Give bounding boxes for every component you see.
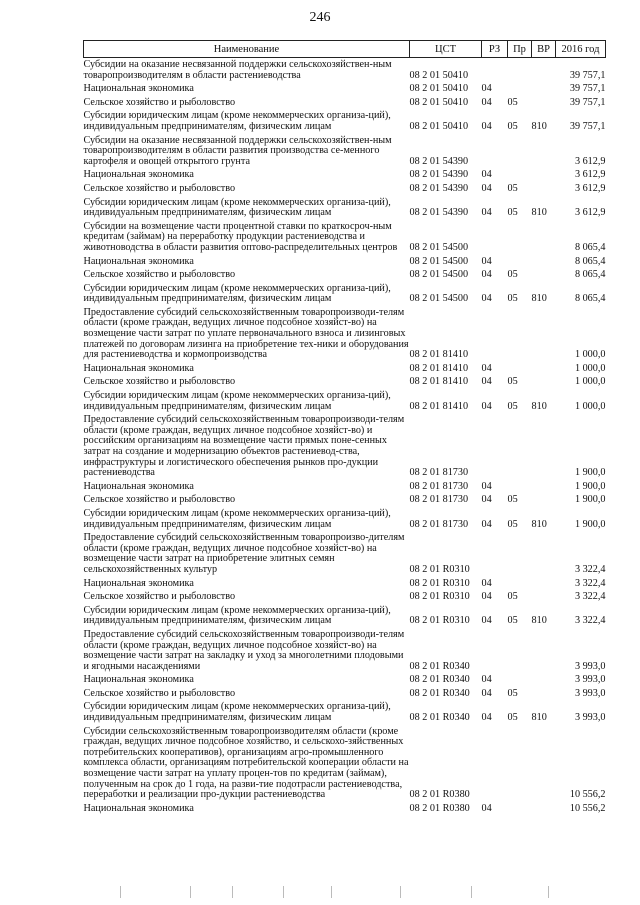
- header-amount: 2016 год: [556, 41, 606, 58]
- row-amount: 1 000,0: [574, 362, 606, 374]
- row-amount: 1 000,0: [574, 400, 606, 412]
- row-name: Субсидии юридическим лицам (кроме некоммерческих организа-ций), индивидуальным предпринимателям, физическим лицам: [83, 701, 391, 724]
- row-amount: 3 993,0: [574, 712, 606, 724]
- row-pr: [508, 531, 532, 576]
- row-pr: 05: [507, 400, 518, 412]
- row-cst: 08 2 01 54390: [409, 182, 469, 194]
- row-vr: 810: [531, 518, 547, 530]
- table-row: [84, 255, 606, 269]
- row-cst: 08 2 01 R0310: [409, 577, 470, 589]
- row-vr: 810: [531, 293, 547, 305]
- row-cst: 08 2 01 R0310: [409, 615, 470, 627]
- row-amount: 10 556,2: [569, 789, 606, 801]
- table-row: [84, 389, 606, 413]
- header-cst: ЦСТ: [410, 41, 482, 58]
- row-cst: 08 2 01 R0310: [409, 563, 470, 575]
- row-cst: 08 2 01 R0340: [409, 674, 470, 686]
- row-cst: 08 2 01 54390: [409, 169, 469, 181]
- row-cst: 08 2 01 54500: [409, 269, 469, 281]
- row-rz: 04: [481, 494, 492, 506]
- row-pr: 05: [507, 687, 518, 699]
- row-name: Предоставление субсидий сельскохозяйственным товаропроизводи-телям области (кроме граждан, ведущих личное подсобное хозяйст-во) на возмещение части затрат на закладку и уход за многолетними плодовыми и ягодными насаждениями: [83, 628, 405, 672]
- table-row: [84, 802, 606, 816]
- table-row: [84, 700, 606, 724]
- row-name: Предоставление субсидий сельскохозяйственным товаропроизводи-телям области (кроме граждан, ведущих личное подсобное хозяйст-во) и российским организациям на возмещение части прямых поне-сенных затрат на создание и модернизацию объектов растениевод-ства, инфраструктуры и логистического обеспечения рынков про-дукции растениеводства: [83, 414, 405, 479]
- row-pr: [508, 134, 532, 169]
- row-name: Субсидии юридическим лицам (кроме некоммерческих организа-ций), индивидуальным предпринимателям, физическим лицам: [83, 507, 391, 530]
- row-vr: 810: [531, 615, 547, 627]
- row-name: Национальная экономика: [83, 674, 194, 686]
- row-rz: 04: [481, 255, 492, 267]
- row-name: Предоставление субсидий сельскохозяйственным товаропроизводи-телям области (кроме граждан, ведущих личное подсобное хозяйст-во) на возмещение части затрат по уплате первоначального взноса и лизинговых платежей по договорам лизинга на приобретение тех-ники и оборудования для растениеводства и кормопроизводства: [83, 306, 409, 361]
- row-cst: 08 2 01 81410: [409, 349, 469, 361]
- row-vr: [532, 590, 556, 604]
- row-rz: [482, 725, 508, 802]
- header-rz: РЗ: [482, 41, 508, 58]
- row-pr: [508, 58, 532, 83]
- row-vr: [532, 628, 556, 673]
- row-cst: 08 2 01 50410: [409, 83, 469, 95]
- row-name: Сельское хозяйство и рыболовство: [83, 269, 236, 281]
- row-cst: 08 2 01 R0380: [409, 802, 470, 814]
- row-cst: 08 2 01 81410: [409, 376, 469, 388]
- row-rz: [482, 220, 508, 255]
- row-vr: 810: [531, 120, 547, 132]
- row-cst: 08 2 01 50410: [409, 120, 469, 132]
- row-rz: [482, 628, 508, 673]
- row-pr: 05: [507, 120, 518, 132]
- row-vr: [532, 82, 556, 96]
- row-rz: 04: [481, 293, 492, 305]
- row-rz: 04: [481, 591, 492, 603]
- row-cst: 08 2 01 81410: [409, 400, 469, 412]
- table-row: [84, 590, 606, 604]
- row-rz: 04: [481, 120, 492, 132]
- row-amount: 3 993,0: [574, 687, 606, 699]
- row-name: Субсидии на оказание несвязанной поддержки сельскохозяйствен-ным товаропроизводителям в области растениеводства: [83, 59, 392, 81]
- row-pr: [508, 802, 532, 816]
- row-vr: [532, 268, 556, 282]
- row-name: Субсидии юридическим лицам (кроме некоммерческих организа-ций), индивидуальным предпринимателям, физическим лицам: [83, 390, 391, 412]
- row-vr: [532, 725, 556, 802]
- row-name: Субсидии юридическим лицам (кроме некоммерческих организа-ций), индивидуальным предпринимателям, физическим лицам: [83, 110, 391, 132]
- row-rz: 04: [481, 96, 492, 108]
- row-vr: [532, 413, 556, 480]
- row-vr: [532, 687, 556, 701]
- row-cst: 08 2 01 R0340: [409, 712, 470, 724]
- row-vr: [532, 168, 556, 182]
- table-row: [84, 577, 606, 591]
- table-row: [84, 531, 606, 576]
- table-row: [84, 604, 606, 628]
- row-amount: 39 757,1: [569, 69, 606, 81]
- table-row: [84, 628, 606, 673]
- row-amount: 1 000,0: [574, 376, 606, 388]
- row-name: Сельское хозяйство и рыболовство: [83, 182, 236, 194]
- row-cst: 08 2 01 54390: [409, 155, 469, 167]
- row-amount: 3 612,9: [574, 182, 606, 194]
- table-row: [84, 413, 606, 480]
- row-rz: 04: [481, 480, 492, 492]
- header-vr: ВР: [532, 41, 556, 58]
- row-amount: 3 612,9: [574, 207, 606, 219]
- row-vr: [532, 96, 556, 110]
- row-vr: [532, 802, 556, 816]
- table-row: [84, 182, 606, 196]
- row-vr: 810: [531, 400, 547, 412]
- row-name: Сельское хозяйство и рыболовство: [83, 376, 236, 388]
- row-rz: 04: [481, 207, 492, 219]
- row-amount: 3 322,4: [574, 563, 606, 575]
- row-pr: [508, 255, 532, 269]
- row-rz: 04: [481, 182, 492, 194]
- row-amount: 3 322,4: [574, 577, 606, 589]
- row-name: Национальная экономика: [83, 802, 194, 814]
- row-pr: 05: [507, 269, 518, 281]
- row-cst: 08 2 01 54390: [409, 207, 469, 219]
- row-cst: 08 2 01 R0340: [409, 660, 470, 672]
- row-vr: [532, 375, 556, 389]
- table-row: [84, 673, 606, 687]
- row-rz: [482, 58, 508, 83]
- row-rz: 04: [481, 362, 492, 374]
- row-rz: 04: [481, 802, 492, 814]
- table-row: [84, 493, 606, 507]
- table-row: [84, 362, 606, 376]
- row-name: Сельское хозяйство и рыболовство: [83, 687, 236, 699]
- row-amount: 3 993,0: [574, 674, 606, 686]
- row-pr: [508, 306, 532, 362]
- row-name: Субсидии на оказание несвязанной поддержки сельскохозяйствен-ным товаропроизводителям в области развития производства се-менного картофеля и овощей открытого грунта: [83, 134, 392, 167]
- row-cst: 08 2 01 50410: [409, 96, 469, 108]
- row-cst: 08 2 01 54500: [409, 255, 469, 267]
- row-vr: [532, 306, 556, 362]
- row-pr: [508, 413, 532, 480]
- row-pr: 05: [507, 293, 518, 305]
- row-vr: [532, 673, 556, 687]
- row-cst: 08 2 01 50410: [409, 69, 469, 81]
- row-rz: 04: [481, 687, 492, 699]
- row-rz: 04: [481, 400, 492, 412]
- row-rz: [482, 134, 508, 169]
- row-amount: 8 065,4: [574, 269, 606, 281]
- page-number: 246: [309, 10, 331, 25]
- row-rz: [482, 531, 508, 576]
- row-name: Национальная экономика: [83, 362, 194, 374]
- row-vr: [532, 255, 556, 269]
- row-cst: 08 2 01 R0310: [409, 591, 470, 603]
- row-amount: 8 065,4: [574, 255, 606, 267]
- row-name: Национальная экономика: [83, 169, 194, 181]
- row-pr: [508, 480, 532, 494]
- row-cst: 08 2 01 54500: [409, 293, 469, 305]
- row-pr: 05: [507, 494, 518, 506]
- row-rz: 04: [481, 376, 492, 388]
- row-rz: [482, 413, 508, 480]
- row-amount: 1 900,0: [574, 518, 606, 530]
- row-cst: 08 2 01 54500: [409, 241, 469, 253]
- table-row: [84, 507, 606, 531]
- row-name: Национальная экономика: [83, 480, 194, 492]
- table-row: [84, 134, 606, 169]
- row-vr: [532, 220, 556, 255]
- table-row: [84, 58, 606, 83]
- row-pr: 05: [507, 376, 518, 388]
- table-row: [84, 96, 606, 110]
- table-row: [84, 109, 606, 133]
- row-rz: 04: [481, 674, 492, 686]
- table-row: [84, 196, 606, 220]
- table-row: [84, 480, 606, 494]
- row-rz: [482, 306, 508, 362]
- row-pr: [508, 220, 532, 255]
- row-name: Субсидии сельскохозяйственным товаропроизводителям области (кроме граждан, ведущих личное подсобное хозяйство, и сельскохо-зяйственных потребительских кооперативов), организациям агро-промышленного комплекса области, организациям потребительской кооперации области на возмещение части затрат на уплату процен-тов по кредитам (займам), полученным на срок до 1 года, на разви-тие подотрасли растениеводства, переработки и реализации про-дукции растениеводства: [83, 725, 409, 801]
- row-pr: 05: [507, 712, 518, 724]
- row-name: Предоставление субсидий сельскохозяйственным товаропроизво-дителям области (кроме граждан, ведущих личное подсобное хозяйст-во) на возмещение части затрат на приобретение элитных семян сельскохозяйственных культур: [83, 532, 405, 575]
- row-name: Национальная экономика: [83, 577, 194, 589]
- bleed-through-marks: [0, 882, 640, 902]
- table-row: [84, 282, 606, 306]
- row-vr: [532, 577, 556, 591]
- row-rz: 04: [481, 518, 492, 530]
- row-vr: [532, 531, 556, 576]
- row-amount: 8 065,4: [574, 241, 606, 253]
- row-name: Субсидии юридическим лицам (кроме некоммерческих организа-ций), индивидуальным предпринимателям, физическим лицам: [83, 604, 391, 627]
- row-rz: 04: [481, 169, 492, 181]
- row-vr: [532, 134, 556, 169]
- header-name: Наименование: [84, 41, 410, 58]
- row-name: Национальная экономика: [83, 255, 194, 267]
- row-vr: [532, 362, 556, 376]
- row-amount: 39 757,1: [569, 120, 606, 132]
- row-rz: 04: [481, 83, 492, 95]
- row-vr: [532, 493, 556, 507]
- row-vr: [532, 480, 556, 494]
- row-amount: 39 757,1: [569, 96, 606, 108]
- row-rz: 04: [481, 615, 492, 627]
- row-vr: [532, 58, 556, 83]
- row-rz: 04: [481, 712, 492, 724]
- row-cst: 08 2 01 81730: [409, 494, 469, 506]
- row-name: Субсидии на возмещение части процентной ставки по краткосроч-ным кредитам (займам) на переработку продукции растениеводства и животноводства в области развития оптово-распределительных центров: [83, 220, 398, 253]
- table-header: [84, 41, 606, 58]
- row-name: Сельское хозяйство и рыболовство: [83, 591, 236, 603]
- row-pr: 05: [507, 615, 518, 627]
- row-pr: 05: [507, 207, 518, 219]
- row-pr: [508, 82, 532, 96]
- row-name: Сельское хозяйство и рыболовство: [83, 96, 236, 108]
- row-vr: [532, 182, 556, 196]
- row-amount: 3 993,0: [574, 660, 606, 672]
- row-name: Национальная экономика: [83, 83, 194, 95]
- row-amount: 1 900,0: [574, 494, 606, 506]
- row-amount: 1 900,0: [574, 467, 606, 479]
- row-pr: [508, 168, 532, 182]
- row-amount: 39 757,1: [569, 83, 606, 95]
- table-row: [84, 687, 606, 701]
- row-cst: 08 2 01 R0340: [409, 687, 470, 699]
- row-name: Субсидии юридическим лицам (кроме некоммерческих организа-ций), индивидуальным предпринимателям, физическим лицам: [83, 282, 391, 305]
- row-vr: 810: [531, 712, 547, 724]
- row-cst: 08 2 01 81410: [409, 362, 469, 374]
- table-row: [84, 375, 606, 389]
- row-amount: 1 900,0: [574, 480, 606, 492]
- table-body: [84, 58, 606, 816]
- row-name: Сельское хозяйство и рыболовство: [83, 494, 236, 506]
- table-row: [84, 725, 606, 802]
- row-pr: 05: [507, 518, 518, 530]
- row-pr: 05: [507, 591, 518, 603]
- table-row: [84, 306, 606, 362]
- row-vr: 810: [531, 207, 547, 219]
- row-amount: 3 322,4: [574, 591, 606, 603]
- row-rz: 04: [481, 269, 492, 281]
- row-pr: [508, 577, 532, 591]
- row-cst: 08 2 01 R0380: [409, 789, 470, 801]
- row-cst: 08 2 01 81730: [409, 480, 469, 492]
- row-amount: 3 612,9: [574, 169, 606, 181]
- row-cst: 08 2 01 81730: [409, 518, 469, 530]
- row-pr: [508, 673, 532, 687]
- row-amount: 8 065,4: [574, 293, 606, 305]
- table-row: [84, 268, 606, 282]
- row-cst: 08 2 01 81730: [409, 467, 469, 479]
- row-amount: 3 322,4: [574, 615, 606, 627]
- row-amount: 3 612,9: [574, 155, 606, 167]
- row-rz: 04: [481, 577, 492, 589]
- header-pr: Пр: [508, 41, 532, 58]
- row-pr: 05: [507, 96, 518, 108]
- row-name: Субсидии юридическим лицам (кроме некоммерческих организа-ций), индивидуальным предпринимателям, физическим лицам: [83, 196, 391, 219]
- table-row: [84, 82, 606, 96]
- row-pr: [508, 725, 532, 802]
- table-row: [84, 168, 606, 182]
- row-pr: 05: [507, 182, 518, 194]
- row-amount: 1 000,0: [574, 349, 606, 361]
- table-row: [84, 220, 606, 255]
- row-pr: [508, 628, 532, 673]
- row-amount: 10 556,2: [569, 802, 606, 814]
- row-pr: [508, 362, 532, 376]
- budget-table: [83, 40, 606, 815]
